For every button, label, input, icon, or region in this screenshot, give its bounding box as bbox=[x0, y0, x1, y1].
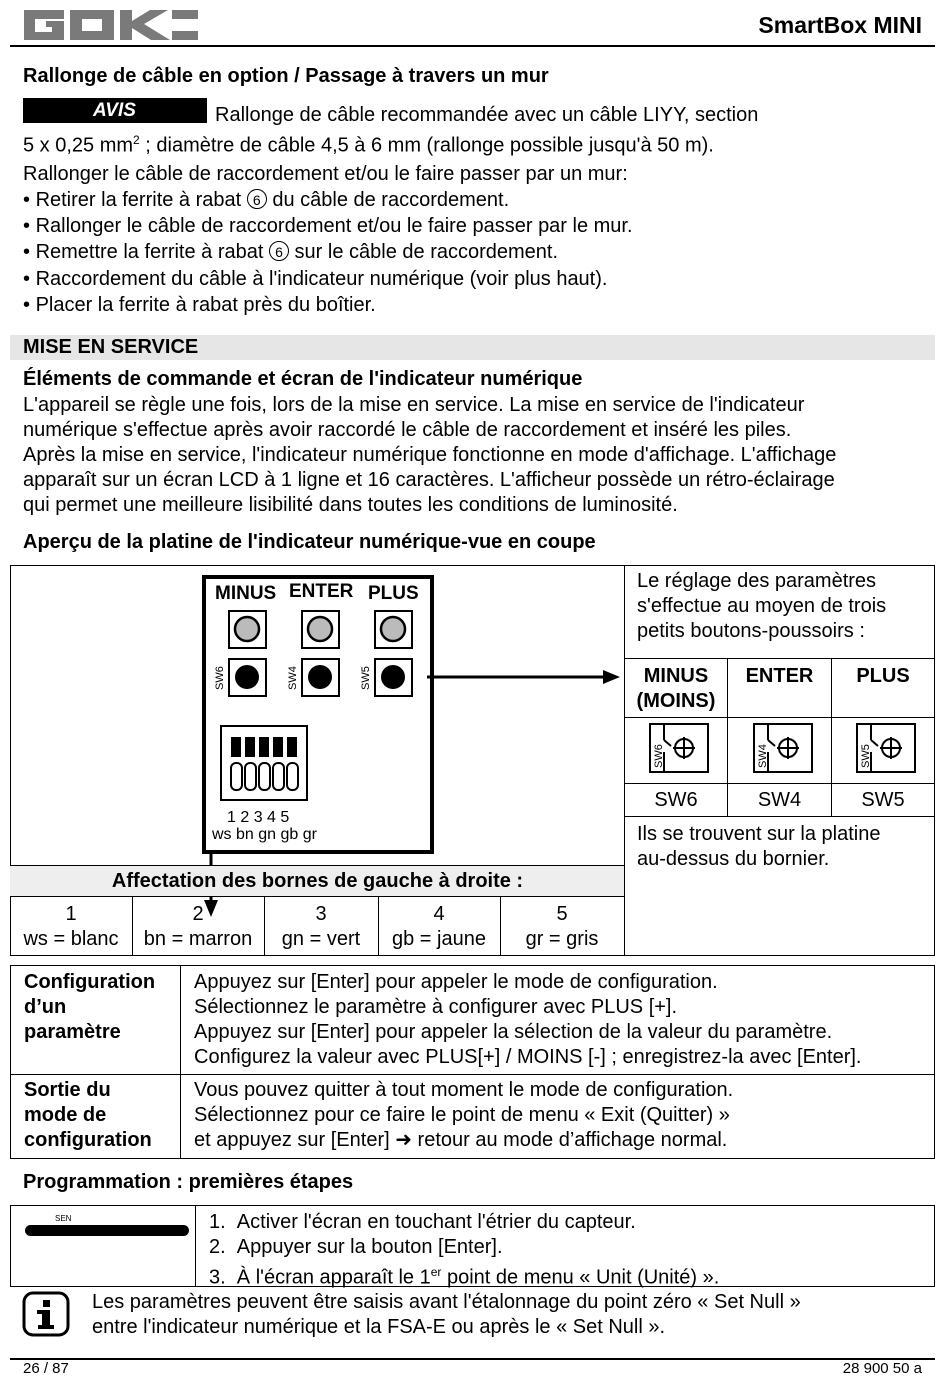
board-label-enter: ENTER bbox=[289, 581, 354, 602]
board-sw5: SW5 bbox=[360, 666, 372, 690]
terminal-num-1: 1 bbox=[65, 903, 77, 925]
exit-text-1: Vous pouvez quitter à tout moment le mode de configuration. bbox=[194, 1079, 734, 1101]
step-1: 1. Activer l'écran en touchant l'étrier du capteur. bbox=[209, 1211, 636, 1233]
sensor-label: SEN bbox=[55, 1214, 72, 1223]
callout-6-icon: 6 bbox=[247, 189, 267, 209]
config-text-4: Configurez la valeur avec PLUS[+] / MOINS [-] ; enregistrez-la avec [Enter]. bbox=[194, 1046, 862, 1068]
switch-symbol-sw6 bbox=[625, 718, 728, 784]
bullet-5: • Placer la ferrite à rabat près du boîtier. bbox=[23, 293, 376, 318]
avis-badge: AVIS bbox=[23, 98, 207, 123]
label-sw5: SW5 bbox=[832, 784, 935, 817]
bullet-3: • Remettre la ferrite à rabat 6 sur le câble de raccordement. bbox=[23, 240, 558, 265]
section-intro: Rallonger le câble de raccordement et/ou le faire passer par un mur: bbox=[23, 163, 628, 185]
switch-symbol-icon bbox=[742, 720, 818, 776]
config-label-1c: paramètre bbox=[24, 1021, 121, 1043]
terminal-label-3: gn = vert bbox=[281, 928, 361, 950]
avis-text-1: Rallonge de câble recommandée avec un câble LIYY, section bbox=[215, 104, 759, 126]
section-title: Rallonge de câble en option / Passage à travers un mur bbox=[23, 65, 549, 87]
label-sw6: SW6 bbox=[625, 784, 728, 817]
svg-text:SW6: SW6 bbox=[653, 744, 665, 768]
exit-label-c: configuration bbox=[24, 1129, 152, 1151]
sensor-bar-icon bbox=[21, 1211, 191, 1243]
svg-text:SW5: SW5 bbox=[860, 744, 872, 768]
bullet-4: • Raccordement du câble à l'indicateur numérique (voir plus haut). bbox=[23, 267, 607, 292]
config-table bbox=[10, 965, 935, 1159]
panel-intro-2: s'effectue au moyen de trois bbox=[637, 595, 887, 617]
mise-para-4: apparaît sur un écran LCD à 1 ligne et 16 caractères. L'afficheur possède un rétro-éclairage bbox=[23, 469, 835, 491]
info-text-1: Les paramètres peuvent être saisis avant l'étalonnage du point zéro « Set Null » bbox=[92, 1291, 801, 1313]
terminal-label-1: ws = blanc bbox=[23, 928, 119, 950]
panel-intro-1: Le réglage des paramètres bbox=[637, 570, 877, 592]
label-sw4: SW4 bbox=[728, 784, 832, 817]
terminal-num-4: 4 bbox=[433, 903, 445, 925]
product-title: SmartBox MINI bbox=[758, 12, 922, 38]
config-label-1a: Configuration bbox=[24, 971, 156, 993]
terminal-label-5: gr = gris bbox=[525, 928, 599, 950]
mise-subheading: Éléments de commande et écran de l'indicateur numérique bbox=[23, 368, 583, 390]
board-label-plus: PLUS bbox=[368, 583, 419, 604]
config-text-2: Sélectionnez le paramètre à configurer avec PLUS [+]. bbox=[194, 996, 678, 1018]
switch-symbol-icon bbox=[845, 720, 921, 776]
bullet-2: • Rallonger le câble de raccordement et/ou le faire passer par le mur. bbox=[23, 214, 633, 239]
config-label-1b: d’un bbox=[24, 996, 67, 1018]
board-sw6: SW6 bbox=[214, 666, 226, 690]
doc-number: 28 900 50 a bbox=[842, 1360, 922, 1377]
terminal-num-5: 5 bbox=[556, 903, 568, 925]
panel-intro-3: petits boutons-poussoirs : bbox=[637, 620, 865, 642]
step-2: 2. Appuyer sur la bouton [Enter]. bbox=[209, 1236, 503, 1258]
terminal-label-2: bn = marron bbox=[143, 928, 253, 950]
board-sw4: SW4 bbox=[287, 666, 299, 690]
terminal-num-2: 2 bbox=[192, 903, 204, 925]
exit-label-b: mode de bbox=[24, 1104, 107, 1126]
mise-para-1: L'appareil se règle une fois, lors de la mise en service. La mise en service de l'indicateur bbox=[23, 394, 805, 416]
board-label-minus: MINUS bbox=[215, 583, 277, 604]
info-icon bbox=[22, 1291, 70, 1337]
bullet-1: • Retirer la ferrite à rabat 6 du câble de raccordement. bbox=[23, 188, 509, 213]
svg-text:SW4: SW4 bbox=[756, 744, 769, 768]
mise-heading: MISE EN SERVICE bbox=[23, 336, 199, 358]
page-number: 26 / 87 bbox=[23, 1360, 69, 1377]
terminal-label-4: gb = jaune bbox=[392, 928, 486, 950]
switch-symbol-sw5 bbox=[832, 718, 935, 784]
config-text-3: Appuyez sur [Enter] pour appeler la sélection de la valeur du paramètre. bbox=[194, 1021, 833, 1043]
switch-symbol-icon bbox=[638, 720, 714, 776]
prog-heading: Programmation : premières étapes bbox=[23, 1171, 354, 1193]
info-text-2: entre l'indicateur numérique et la FSA-E ou après le « Set Null ». bbox=[92, 1316, 666, 1338]
panel-note-1: Ils se trouvent sur la platine bbox=[637, 823, 881, 845]
terminal-codes: ws bn gn gb gr bbox=[212, 826, 317, 843]
step-3: 3. À l'écran apparaît le 1er point de menu « Unit (Unité) ». bbox=[209, 1265, 720, 1289]
switch-table bbox=[624, 658, 935, 817]
callout-6-icon: 6 bbox=[269, 241, 289, 261]
col-plus: PLUS bbox=[832, 659, 935, 718]
config-text-1: Appuyez sur [Enter] pour appeler le mode de configuration. bbox=[194, 971, 718, 993]
terminal-heading: Affectation des bornes de gauche à droite : bbox=[111, 870, 524, 892]
exit-text-2: Sélectionnez pour ce faire le point de menu « Exit (Quitter) » bbox=[194, 1104, 730, 1126]
steps-box bbox=[10, 1205, 935, 1287]
mise-para-2: numérique s'effectue après avoir raccordé le câble de raccordement et inséré les piles. bbox=[23, 419, 792, 441]
mise-para-5: qui permet une meilleure lisibilité dans toutes les conditions de luminosité. bbox=[23, 494, 678, 516]
exit-text-3: et appuyez sur [Enter] ➜ retour au mode d’affichage normal. bbox=[194, 1129, 728, 1151]
panel-note-2: au-dessus du bornier. bbox=[637, 848, 830, 870]
terminal-num-3: 3 bbox=[315, 903, 327, 925]
col-minus: MINUS (MOINS) bbox=[625, 659, 728, 718]
terminal-row bbox=[10, 896, 625, 956]
apercu-heading: Aperçu de la platine de l'indicateur numérique-vue en coupe bbox=[23, 531, 596, 553]
switch-symbol-sw4 bbox=[728, 718, 832, 784]
avis-text-2: 5 x 0,25 $mm^2$ ; diamètre de câble 4,5 à 6 mm (rallonge possible jusqu'à 50 m). bbox=[23, 133, 714, 157]
exit-label-a: Sortie du bbox=[24, 1079, 111, 1101]
col-enter: ENTER bbox=[728, 659, 832, 718]
terminal-numbers: 1 2 3 4 5 bbox=[227, 809, 290, 826]
mise-para-3: Après la mise en service, l'indicateur numérique fonctionne en mode d'affichage. L'affichage bbox=[23, 444, 837, 466]
